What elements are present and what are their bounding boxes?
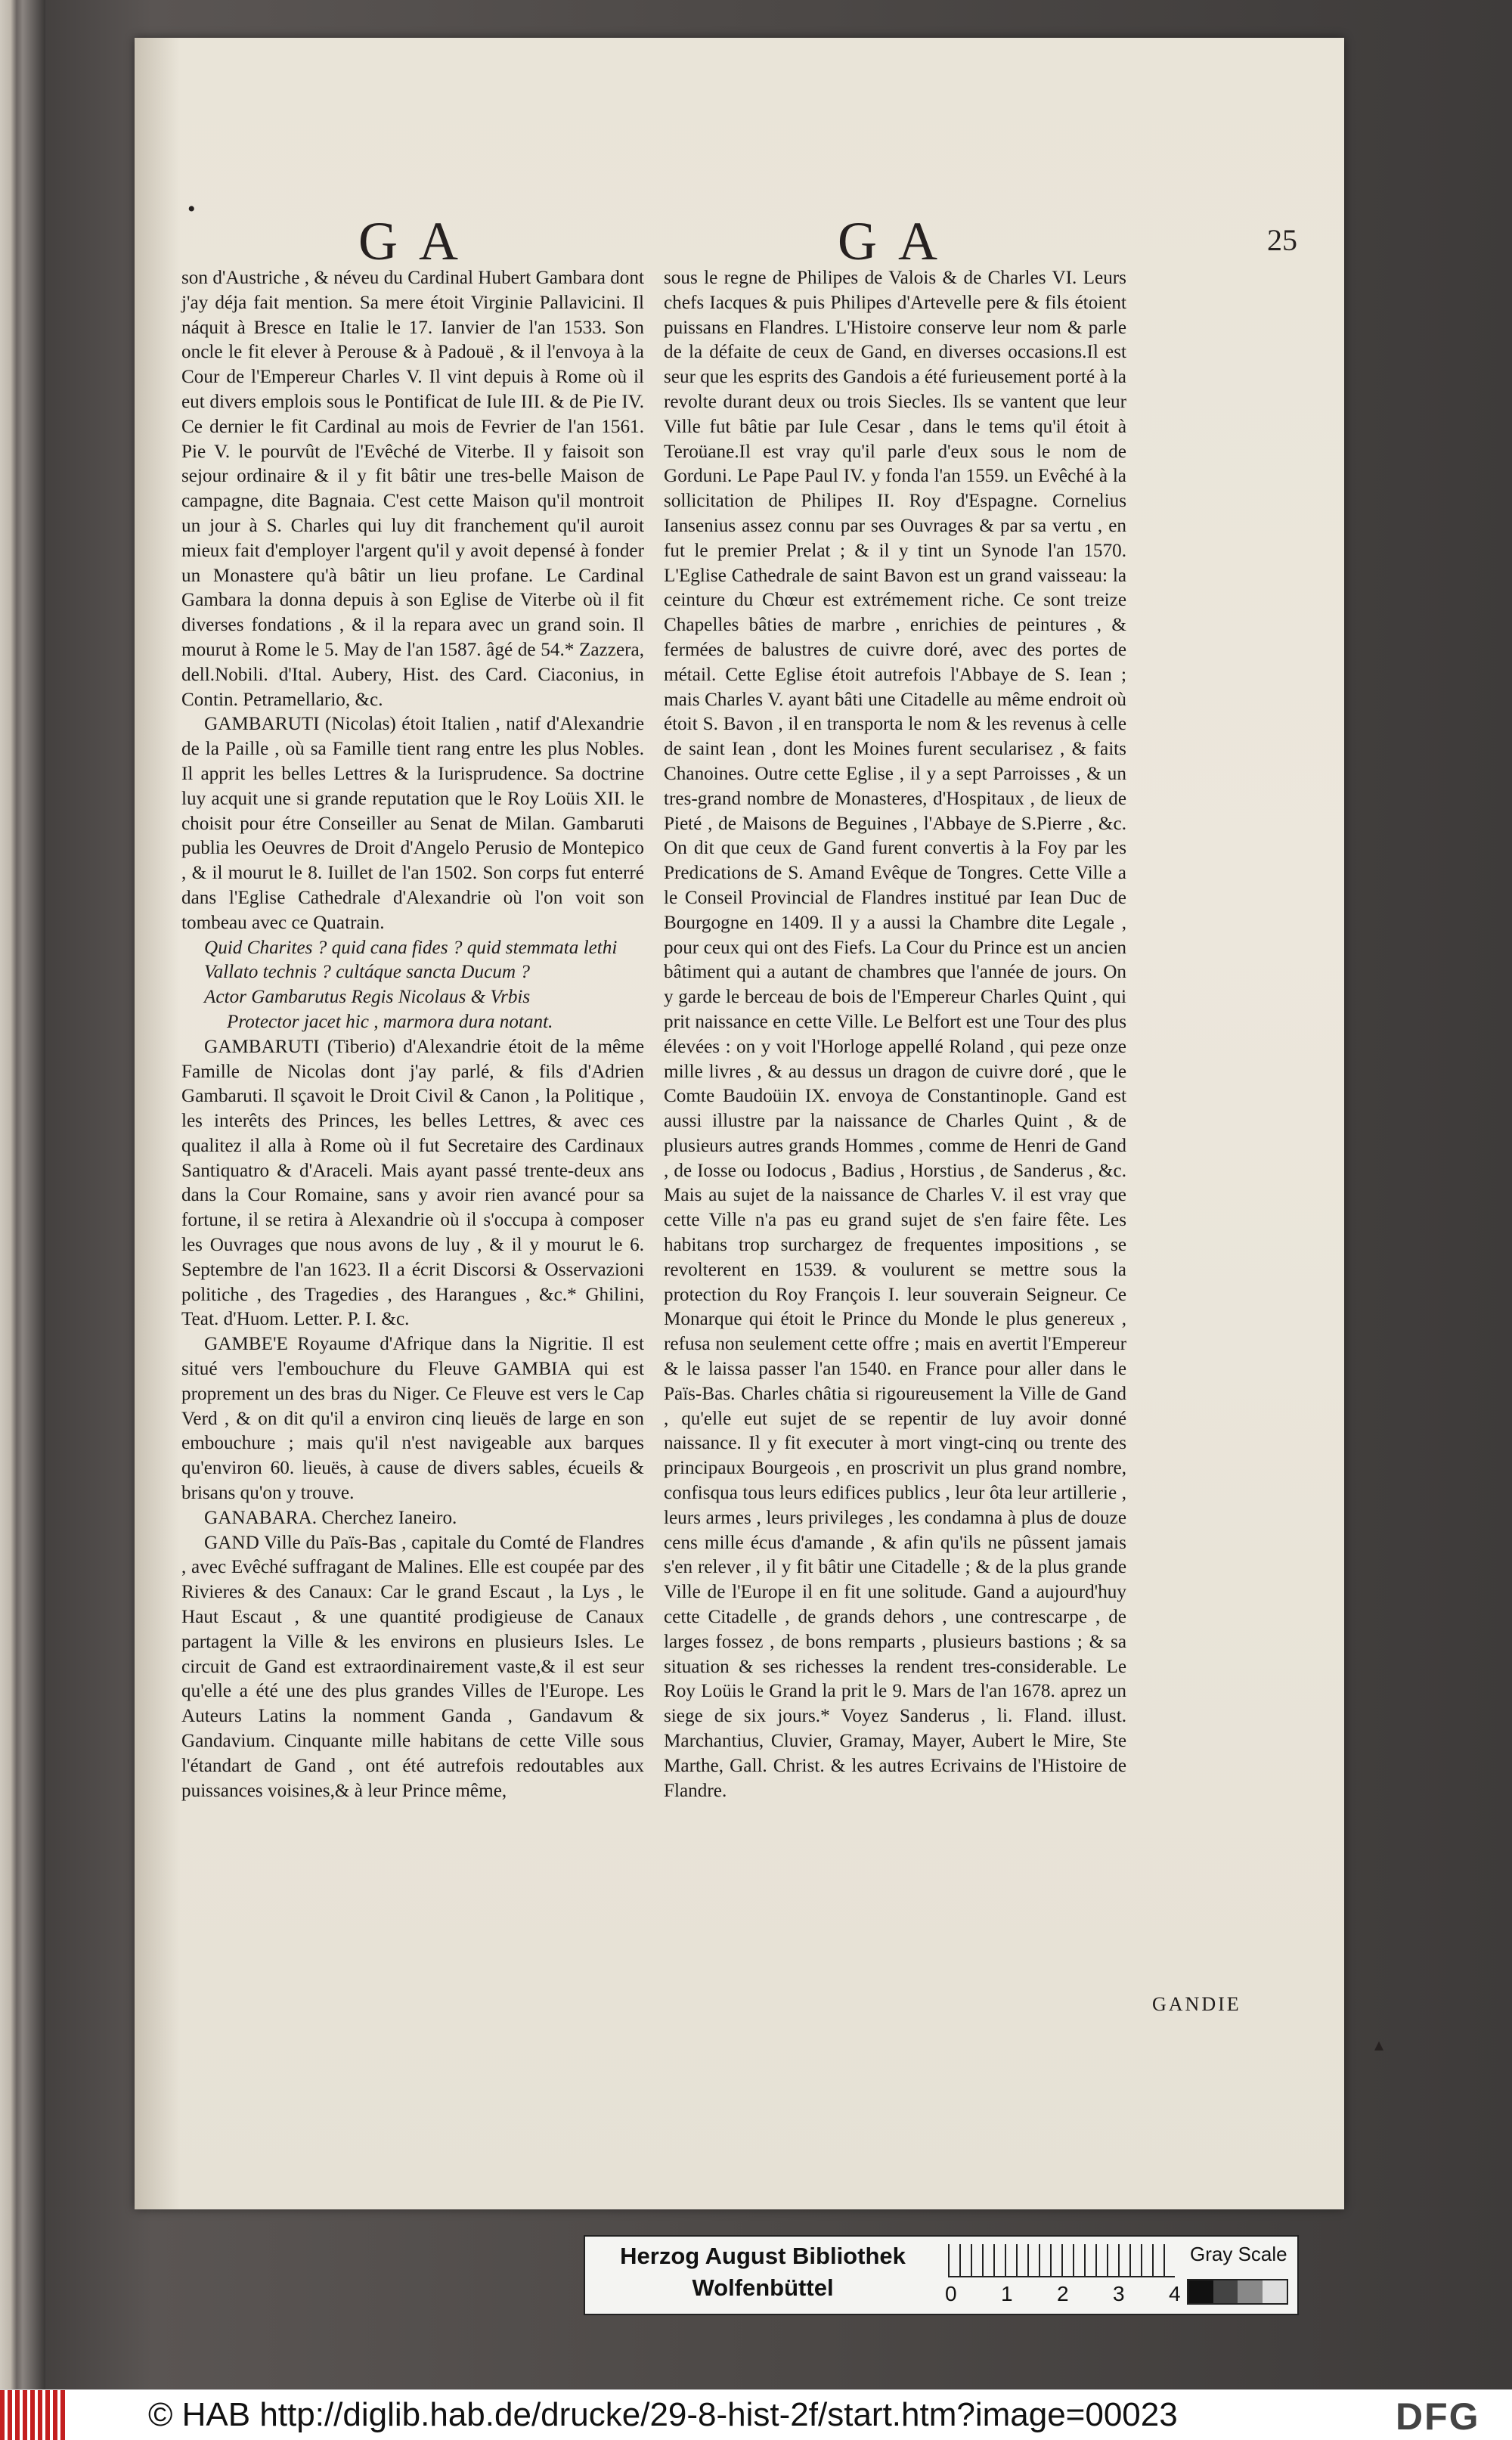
footer-url[interactable]: © HAB http://diglib.hab.de/drucke/29-8-hist-2f/start.htm?image=00023 xyxy=(148,2396,1178,2433)
verse-line: Actor Gambarutus Regis Nicolaus & Vrbis xyxy=(204,987,531,1008)
header-mark: • xyxy=(187,197,196,222)
catchword: GANDIE xyxy=(1152,1993,1241,2015)
verse-line: Vallato technis ? cultáque sancta Ducum ? xyxy=(204,962,530,983)
library-label xyxy=(584,2235,1299,2315)
paragraph: GAND Ville du Païs-Bas , capitale du Comté de Flandres , avec Evêché suffragant de Malines. Elle est coupée par des Rivieres & des Canaux: Car le grand Escaut , la Lys , le Haut Escaut , & une quantité prodigieuse de Canaux partagent la Ville & les environs en plusieurs Isles. Le circuit de Gand est extraordinairement vaste,& il est seur qu'elle a été une des plus grandes Villes de l'Europe. Les Auteurs Latins la nomment Ganda , Gandavum & Gandavium. Cinquante mille habitans de cette Ville sous l'étandart de Gand , ont été autrefois redoutables aux puissances voisines,& à leur Prince même, xyxy=(181,1532,644,1801)
page-number: 25 xyxy=(1267,223,1297,257)
verse-line: Protector jacet hic , marmora dura notant. xyxy=(227,1011,553,1032)
hab-stripe-icon xyxy=(0,2390,68,2440)
paragraph: GAMBARUTI (Tiberio) d'Alexandrie étoit de la même Famille de Nicolas dont j'ay parlé, & fils d'Adrien Gambaruti. Il sçavoit le Droit Civil & Canon , la Politique , les interêts des Princes, les belles Lettres, & avec ces qualitez il alla à Rome où il fut Secretaire des Cardinaux Santiquatro & d'Araceli. Mais ayant passé trente-deux ans dans la Cour Romaine, sans y avoir rien avancé pour sa fortune, il se retira à Alexandrie où il s'occupa à composer les Ouvrages que nous avons de luy , & il y mourut le 6. Septembre de l'an 1623. Il a écrit Discorsi & Osservazioni politiche , des Tragedies , des Harangues , &c.* Ghilini, Teat. d'Huom. Letter. P. I. &c. xyxy=(181,1036,644,1330)
ruler-number: 1 xyxy=(1001,2282,1013,2305)
library-city: Wolfenbüttel xyxy=(692,2274,834,2301)
ruler-number: 4 xyxy=(1169,2282,1181,2305)
running-head-left: GA xyxy=(358,211,479,271)
scale-ruler xyxy=(948,2244,1175,2277)
signature-mark: ▴ xyxy=(1374,2035,1384,2055)
gray-scale-swatch xyxy=(1187,2279,1288,2305)
document-page xyxy=(135,38,1384,2209)
paragraph: GANABARA. Cherchez Ianeiro. xyxy=(204,1507,457,1528)
footer-bar xyxy=(0,2389,1512,2440)
ruler-number: 2 xyxy=(1057,2282,1069,2305)
right-column xyxy=(664,266,1126,1803)
ruler-number: 0 xyxy=(945,2282,957,2305)
ruler-number: 3 xyxy=(1113,2282,1125,2305)
paragraph: GAMBE'E Royaume d'Afrique dans la Nigritie. Il est situé vers l'embouchure du Fleuve GAMBIA qui est proprement un des bras du Niger. Ce Fleuve est vers le Cap Verd , & on dit qu'il a environ cinq lieuës de large en son embouchure ; mais qu'il n'est navigeable aux barques qu'environ 60. lieuës, à cause de divers sables, écueils & brisans qu'on y trouve. xyxy=(181,1334,644,1504)
gray-scale-label: Gray Scale xyxy=(1190,2243,1287,2265)
dfg-logo: DFG xyxy=(1396,2395,1480,2438)
library-name: Herzog August Bibliothek xyxy=(620,2243,906,2269)
paragraph: son d'Austriche , & néveu du Cardinal Hubert Gambara dont j'ay déja fait mention. Sa mere étoit Virginie Pallavicini. Il náquit à Bresce en Italie le 17. Ianvier de l'an 1533. Son oncle le fit elever à Perouse & à Padouë , & il l'envoya à la Cour de l'Empereur Charles V. Il vint depuis à Rome où il eut divers emplois sous le Pontificat de Iule III. & de Pie IV. Ce dernier le fit Cardinal au mois de Fevrier de l'an 1561. Pie V. le pourvût de l'Evêché de Viterbe. Il y faisoit son sejour ordinaire & il y fit bâtir une tres-belle Maison de campagne, dite Bagnaia. C'est cette Maison qu'il montroit un jour à S. Charles qui luy dit franchement qu'il auroit mieux fait d'employer l'argent qu'il y avoit depensé à fonder un Monastere qu'à bâtir un lieu profane. Le Cardinal Gambara la donna depuis à son Eglise de Viterbe où il fit diverses fondations , & il la repara avec un grand soin. Il mourut à Rome le 5. May de l'an 1587. âgé de 54.* Zazzera, dell.Nobili. d'Ital. Aubery, Hist. des Card. Ciaconius, in Contin. Petramellario, &c. xyxy=(181,268,644,710)
book-edge xyxy=(0,0,45,2389)
paragraph: sous le regne de Philipes de Valois & de Charles VI. Leurs chefs Iacques & puis Philipes d'Artevelle pere & fils étoient puissans en Flandres. L'Histoire conserve leur nom & parle de la défaite de ceux de Gand, en diverses occasions.Il est seur que les esprits des Gandois a été furieusement porté à la revolte durant deux ou trois Siecles. Ils se vantent que leur Ville fut bâtie par Iule Cesar , dans le tems qu'il étoit à Teroüane.Il est vray qu'il parle d'eux sous le nom de Gorduni. Le Pape Paul IV. y fonda l'an 1559. un Evêché à la sollicitation de Philipes II. Roy d'Espagne. Cornelius Iansenius assez connu par ses Ouvrages & par sa vertu , en fut le premier Prelat ; & il y tint un Synode l'an 1570. L'Eglise Cathedrale de saint Bavon est un grand vaisseau: la ceinture du Chœur est extrémement riche. Ce sont treize Chapelles bâties de marbre , enrichies de peintures , & fermées de balustres de cuivre doré, avec des portes de métail. Cette Eglise étoit autrefois l'Abbaye de S. Iean ; mais Charles V. ayant bâti une Citadelle au même endroit où étoit S. Bavon , il en transporta le nom & les revenus à celle de saint Iean , dont les Moines furent secularisez , & faits Chanoines. Outre cette Eglise , il y a sept Parroisses , & un tres-grand nombre de Monasteres, d'Hospitaux , de lieux de Pieté , de Maisons de Beguines , l'Abbaye de S.Pierre , &c. On dit que ceux de Gand furent convertis à la Foy par les Predications de S. Amand Evêque de Tongres. Cette Ville a le Conseil Provincial de Flandres institué par Iean Duc de Bourgogne en 1409. Il y a aussi la Chambre dite Legale , pour ceux qui ont des Fiefs. La Cour du Prince est un ancien bâtiment qui a autant de chambres que l'année de jours. On y garde le berceau de bois de l'Empereur Charles Quint , qui prit naissance en cette Ville. Le Belfort est une Tour des plus élevées : on y voit l'Horloge appellé Roland , qui peze onze mille livres , & au dessus un dragon de cuivre doré , que le Comte Baudoüin IX. envoya de Constantinople. Gand est aussi illustre par la naissance de Charles Quint , & de plusieurs autres grands Hommes , comme de Henri de Gand , de Iosse ou Iodocus , Badius , Horstius , de Sanderus , &c. Mais au sujet de la naissance de Charles V. il est vray que cette Ville n'a pas eu grand sujet de s'en faire fête. Les habitans trop surchargez de frequentes impositions , se revolterent en 1539. & voulurent se mettre sous la protection du Roy François I. leur souverain Seigneur. Ce Monarque qui étoit le Prince du Monde le plus genereux , refusa non seulement cette offre ; mais en avertit l'Empereur & le laissa passer l'an 1540. en France pour aller dans le Païs-Bas. Charles châtia si rigoureusement la Ville de Gand , qu'elle eut sujet de se repentir de luy avoir donné naissance. Il y fit executer à mort vingt-cinq ou trente des principaux Bourgeois , en proscrivit un plus grand nombre, confisqua tous leurs edifices publics , leur ôta leur artillerie , leurs armes , leurs privileges , les condamna à plus de douze cens mille écus d'amande , & afin qu'ils ne pûssent jamais s'en relever , il y fit bâtir une Citadelle ; & de la plus grande Ville de l'Europe il en fit une solitude. Gand a aujourd'huy cette Citadelle , de grands dehors , une contrescarpe , de larges fossez , de bons remparts , plusieurs bastions ; & sa situation & ses richesses la rendent tres-considerable. Le Roy Loüis le Grand la prit le 9. Mars de l'an 1678. aprez un siege de six jours.* Voyez Sanderus , li. Fland. illust. Marchantius, Cluvier, Gramay, Mayer, Aubert le Mire, Ste Marthe, Gall. Christ. & les autres Ecrivains de l'Histoire de Flandre. xyxy=(664,268,1126,1801)
verse-line: Quid Charites ? quid cana fides ? quid stemmata lethi xyxy=(204,937,618,958)
running-head-right: GA xyxy=(838,211,959,271)
left-column xyxy=(181,266,644,1803)
paragraph: GAMBARUTI (Nicolas) étoit Italien , natif d'Alexandrie de la Paille , où sa Famille tient rang entre les plus Nobles. Il apprit les belles Lettres & la Iurisprudence. Sa doctrine luy acquit une si grande reputation que le Roy Loüis XII. le choisit pour étre Conseiller au Senat de Milan. Gambaruti publia les Oeuvres de Droit d'Angelo Perusio de Montepico , & il mourut le 8. Iuillet de l'an 1502. Son corps fut enterré dans l'Eglise Cathedrale d'Alexandrie où l'on voit son tombeau avec ce Quatrain. xyxy=(181,714,644,933)
